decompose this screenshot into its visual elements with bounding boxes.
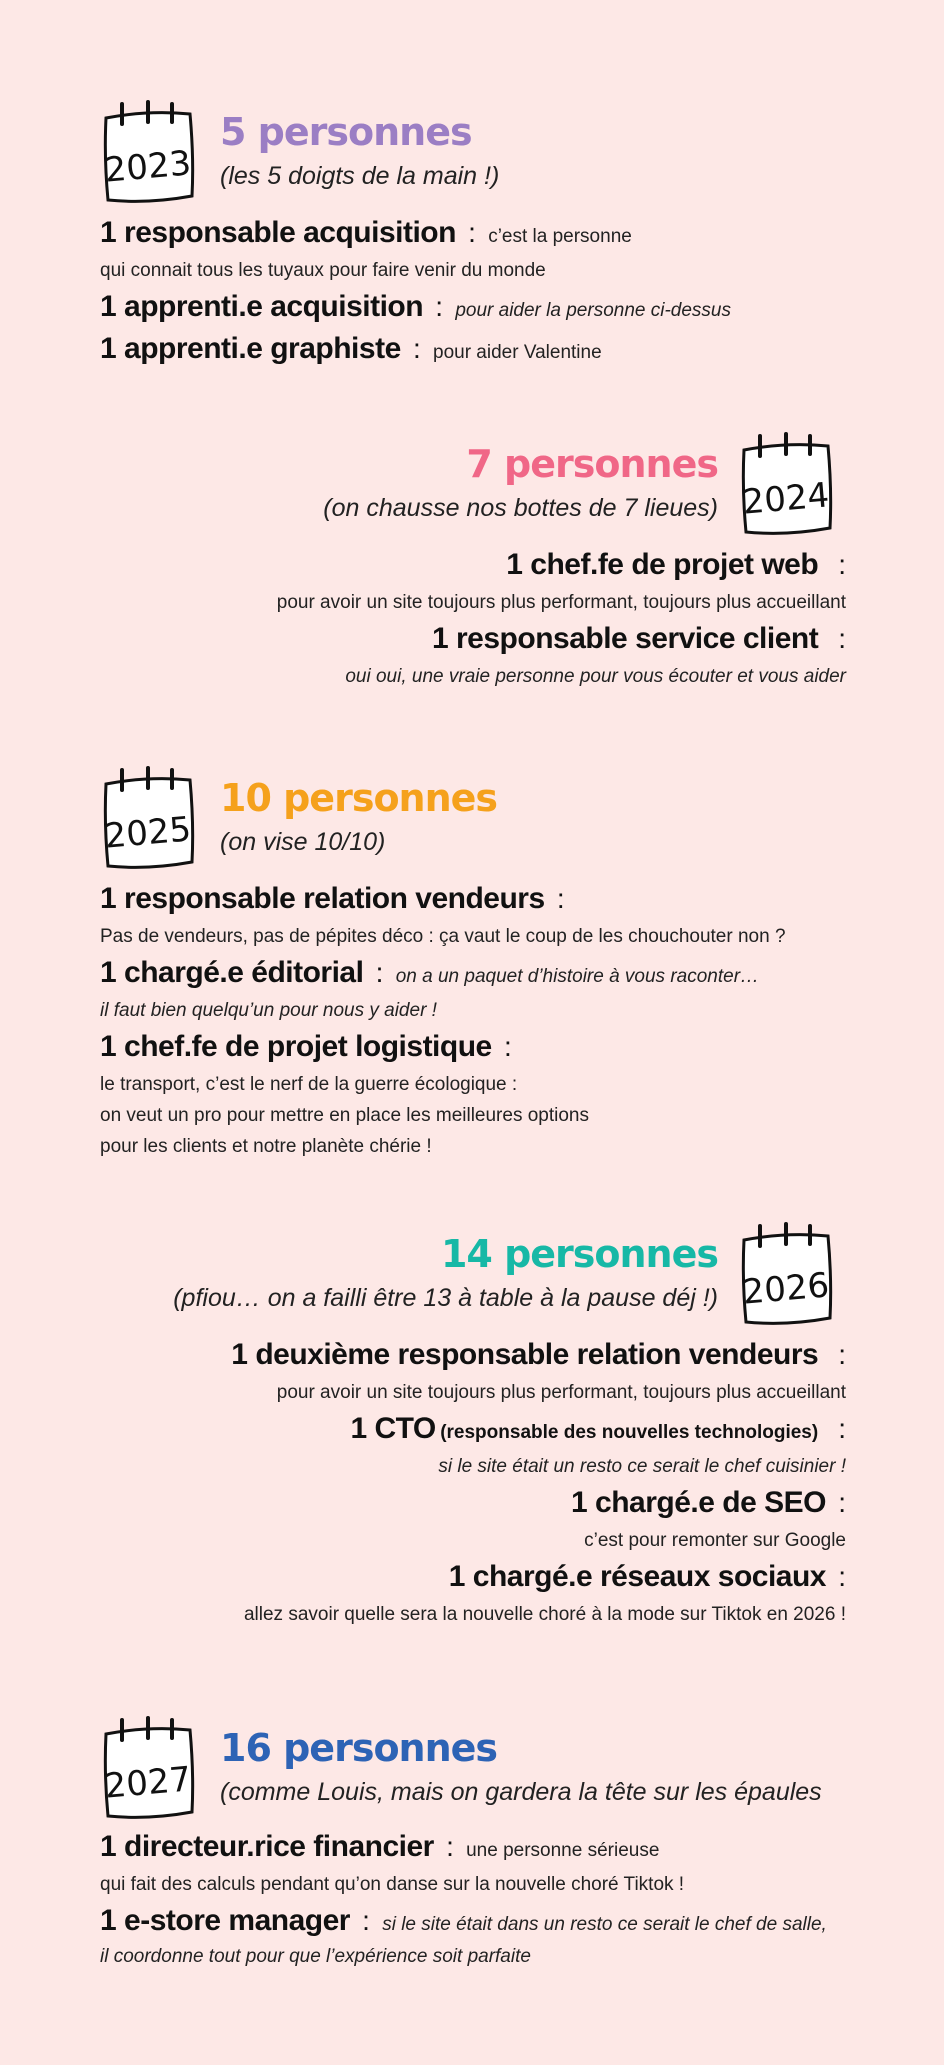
- role-item: 1 deuxième responsable relation vendeurs :: [231, 1338, 846, 1371]
- section-title: 16 personnes: [220, 1726, 498, 1770]
- role-detail: le transport, c’est le nerf de la guerre écologique :: [100, 1074, 518, 1095]
- role-paren: (responsable des nouvelles technologies): [440, 1422, 819, 1443]
- role-detail: on veut un pro pour mettre en place les meilleures options: [100, 1105, 589, 1126]
- section-title: 7 personnes: [466, 442, 718, 486]
- role-title: 1 chargé.e réseaux sociaux: [448, 1560, 826, 1593]
- calendar-icon: [736, 430, 836, 540]
- role-desc: une personne sérieuse: [466, 1840, 660, 1861]
- role-desc: pour aider la personne ci-dessus: [455, 300, 731, 321]
- role-title: 1 responsable relation vendeurs: [100, 882, 545, 915]
- section-subtitle: (pfiou… on a failli être 13 à table à la pause déj !): [173, 1284, 718, 1312]
- role-detail: il coordonne tout pour que l’expérience soit parfaite: [100, 1946, 531, 1967]
- role-detail: oui oui, une vraie personne pour vous écouter et vous aider: [345, 666, 846, 687]
- role-detail: qui connait tous les tuyaux pour faire venir du monde: [100, 260, 546, 281]
- section-subtitle: (on chausse nos bottes de 7 lieues): [323, 494, 718, 522]
- role-title: 1 chargé.e de SEO: [571, 1486, 826, 1519]
- role-title: 1 e-store manager: [100, 1904, 350, 1937]
- role-desc: on a un paquet d’histoire à vous raconter…: [395, 966, 760, 987]
- role-detail: si le site était un resto ce serait le chef cuisinier !: [438, 1456, 846, 1477]
- calendar-icon: [98, 1714, 198, 1824]
- role-detail: pour avoir un site toujours plus performant, toujours plus accueillant: [276, 592, 846, 613]
- section-title: 5 personnes: [220, 110, 472, 154]
- role-title: 1 responsable acquisition: [100, 216, 456, 249]
- section-subtitle: (on vise 10/10): [220, 828, 386, 856]
- role-title: 1 CTO: [350, 1412, 436, 1445]
- role-item: 1 chef.fe de projet logistique :: [100, 1030, 512, 1063]
- role-item: 1 apprenti.e graphiste : pour aider Valentine: [100, 332, 602, 365]
- role-title: 1 directeur.rice financier: [100, 1830, 434, 1863]
- role-desc: pour aider Valentine: [433, 342, 602, 363]
- calendar-year: 2026: [741, 1265, 831, 1313]
- section-subtitle: (comme Louis, mais on gardera la tête sur les épaules: [220, 1778, 822, 1806]
- role-item: 1 chargé.e de SEO :: [571, 1486, 846, 1519]
- role-title: 1 apprenti.e acquisition: [100, 290, 424, 323]
- role-detail: qui fait des calculs pendant qu’on danse sur la nouvelle choré Tiktok !: [100, 1874, 685, 1895]
- role-title: 1 chef.fe de projet web: [506, 548, 819, 581]
- calendar-icon: [98, 764, 198, 874]
- calendar-icon: [98, 98, 198, 208]
- role-detail: pour avoir un site toujours plus performant, toujours plus accueillant: [276, 1382, 846, 1403]
- calendar-year: 2023: [103, 143, 193, 191]
- role-desc: si le site était dans un resto ce serait le chef de salle,: [382, 1914, 827, 1935]
- section-title: 14 personnes: [440, 1232, 718, 1276]
- role-detail: il faut bien quelqu’un pour nous y aider !: [100, 1000, 437, 1021]
- role-desc: c’est la personne: [488, 226, 632, 247]
- role-item: 1 apprenti.e acquisition : pour aider la personne ci-dessus: [100, 290, 731, 323]
- role-detail: c’est pour remonter sur Google: [584, 1530, 846, 1551]
- role-title: 1 apprenti.e graphiste: [100, 332, 401, 365]
- calendar-icon: [736, 1220, 836, 1330]
- role-detail: Pas de vendeurs, pas de pépites déco : ça vaut le coup de les chouchouter non ?: [100, 926, 786, 947]
- role-item: 1 chargé.e éditorial : on a un paquet d’histoire à vous raconter…: [100, 956, 760, 989]
- role-item: 1 chef.fe de projet web :: [506, 548, 846, 581]
- calendar-year: 2027: [103, 1759, 193, 1807]
- role-title: 1 chargé.e éditorial: [100, 956, 364, 989]
- role-detail: pour les clients et notre planète chérie !: [100, 1136, 432, 1157]
- role-item: 1 responsable acquisition : c’est la personne: [100, 216, 632, 249]
- role-title: 1 deuxième responsable relation vendeurs: [231, 1338, 819, 1371]
- section-title: 10 personnes: [220, 776, 498, 820]
- role-detail: allez savoir quelle sera la nouvelle choré à la mode sur Tiktok en 2026 !: [243, 1604, 846, 1625]
- role-item: 1 chargé.e réseaux sociaux :: [448, 1560, 846, 1593]
- role-item: 1 e-store manager : si le site était dans un resto ce serait le chef de salle,: [100, 1904, 827, 1937]
- section-subtitle: (les 5 doigts de la main !): [220, 162, 500, 190]
- role-title: 1 chef.fe de projet logistique: [100, 1030, 492, 1063]
- role-title: 1 responsable service client: [431, 622, 819, 655]
- role-item: 1 directeur.rice financier : une personne sérieuse: [100, 1830, 660, 1863]
- calendar-year: 2024: [741, 475, 831, 523]
- role-item: 1 CTO (responsable des nouvelles technologies) :: [350, 1412, 846, 1445]
- role-item: 1 responsable service client :: [431, 622, 846, 655]
- role-item: 1 responsable relation vendeurs :: [100, 882, 565, 915]
- calendar-year: 2025: [103, 809, 193, 857]
